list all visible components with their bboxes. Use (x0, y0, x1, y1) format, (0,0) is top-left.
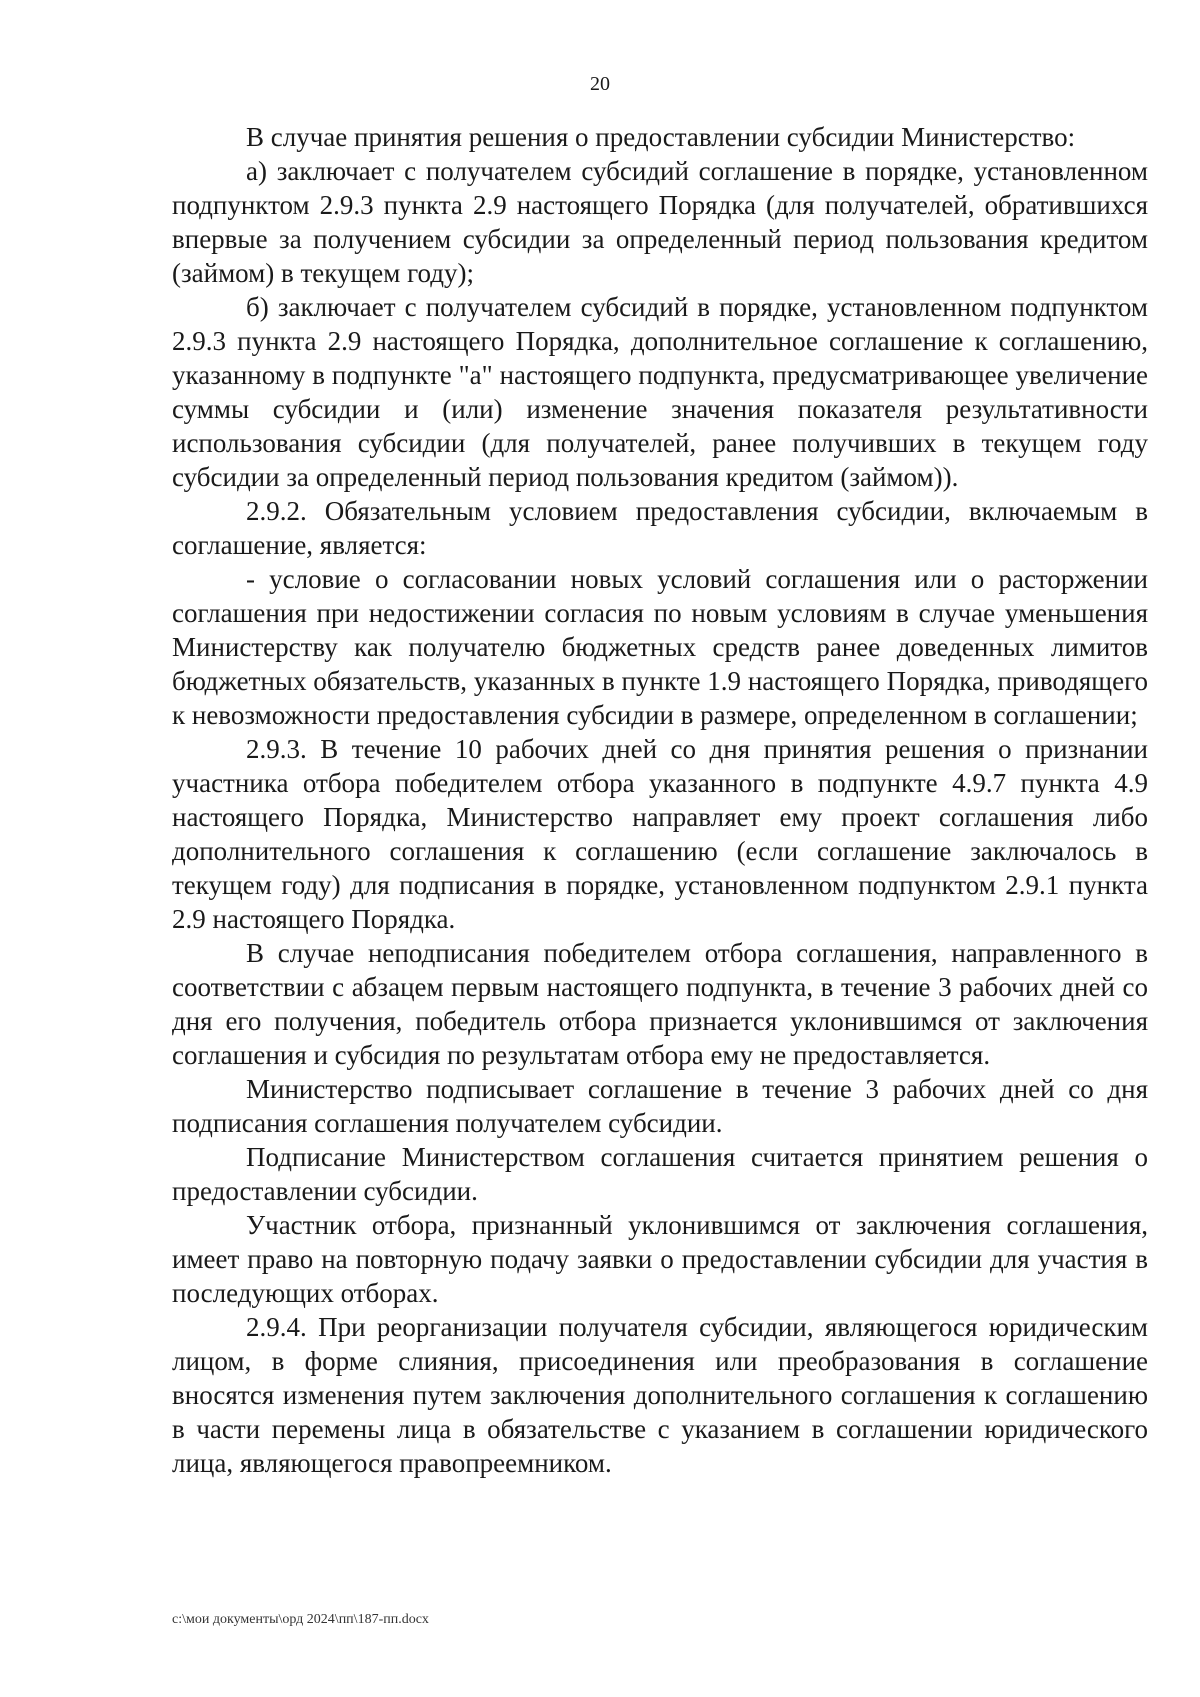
paragraph: 2.9.3. В течение 10 рабочих дней со дня принятия решения о признании участника отбора победителем отбора указанного в подпункте 4.9.7 пункта 4.9 настоящего Порядка, Министерство направляет ему проект соглашения либо дополнительного соглашения к соглашению (если соглашение заключалось в текущем году) для подписания в порядке, установленном подпунктом 2.9.1 пункта 2.9 настоящего Порядка. (172, 734, 1148, 934)
page-number: 20 (590, 73, 610, 95)
paragraph: Участник отбора, признанный уклонившимся от заключения соглашения, имеет право на повторную подачу заявки о предоставлении субсидии для участия в последующих отборах. (172, 1210, 1148, 1308)
paragraph: В случае неподписания победителем отбора соглашения, направленного в соответствии с абзацем первым настоящего подпункта, в течение 3 рабочих дней со дня его получения, победитель отбора признается уклонившимся от заключения соглашения и субсидия по результатам отбора ему не предоставляется. (172, 938, 1148, 1070)
paragraph: 2.9.2. Обязательным условием предоставления субсидии, включаемым в соглашение, является: (172, 496, 1148, 560)
paragraph: 2.9.4. При реорганизации получателя субсидии, являющегося юридическим лицом, в форме слияния, присоединения или преобразования в соглашение вносятся изменения путем заключения дополнительного соглашения к соглашению в части перемены лица в обязательстве с указанием в соглашении юридического лица, являющегося правопреемником. (172, 1312, 1148, 1478)
document-body (172, 120, 1148, 1480)
file-path-footer: c:\мои документы\орд 2024\пп\187-пп.docx (172, 1612, 429, 1627)
paragraph: В случае принятия решения о предоставлении субсидии Министерство: (246, 122, 1076, 152)
paragraph: б) заключает с получателем субсидий в порядке, установленном подпунктом 2.9.3 пункта 2.9 настоящего Порядка, дополнительное соглашение к соглашению, указанному в подпункте "а" настоящего подпункта, предусматривающее увеличение суммы субсидии и (или) изменение значения показателя результативности использования субсидии (для получателей, ранее получивших в текущем году субсидии за определенный период пользования кредитом (займом)). (172, 292, 1148, 492)
paragraph: а) заключает с получателем субсидий соглашение в порядке, установленном подпунктом 2.9.3 пункта 2.9 настоящего Порядка (для получателей, обратившихся впервые за получением субсидии за определенный период пользования кредитом (займом) в текущем году); (172, 156, 1148, 288)
paragraph: Министерство подписывает соглашение в течение 3 рабочих дней со дня подписания соглашения получателем субсидии. (172, 1074, 1148, 1138)
paragraph: - условие о согласовании новых условий соглашения или о расторжении соглашения при недостижении согласия по новым условиям в случае уменьшения Министерству как получателю бюджетных средств ранее доведенных лимитов бюджетных обязательств, указанных в пункте 1.9 настоящего Порядка, приводящего к невозможности предоставления субсидии в размере, определенном в соглашении; (172, 564, 1148, 730)
paragraph: Подписание Министерством соглашения считается принятием решения о предоставлении субсидии. (172, 1142, 1148, 1206)
